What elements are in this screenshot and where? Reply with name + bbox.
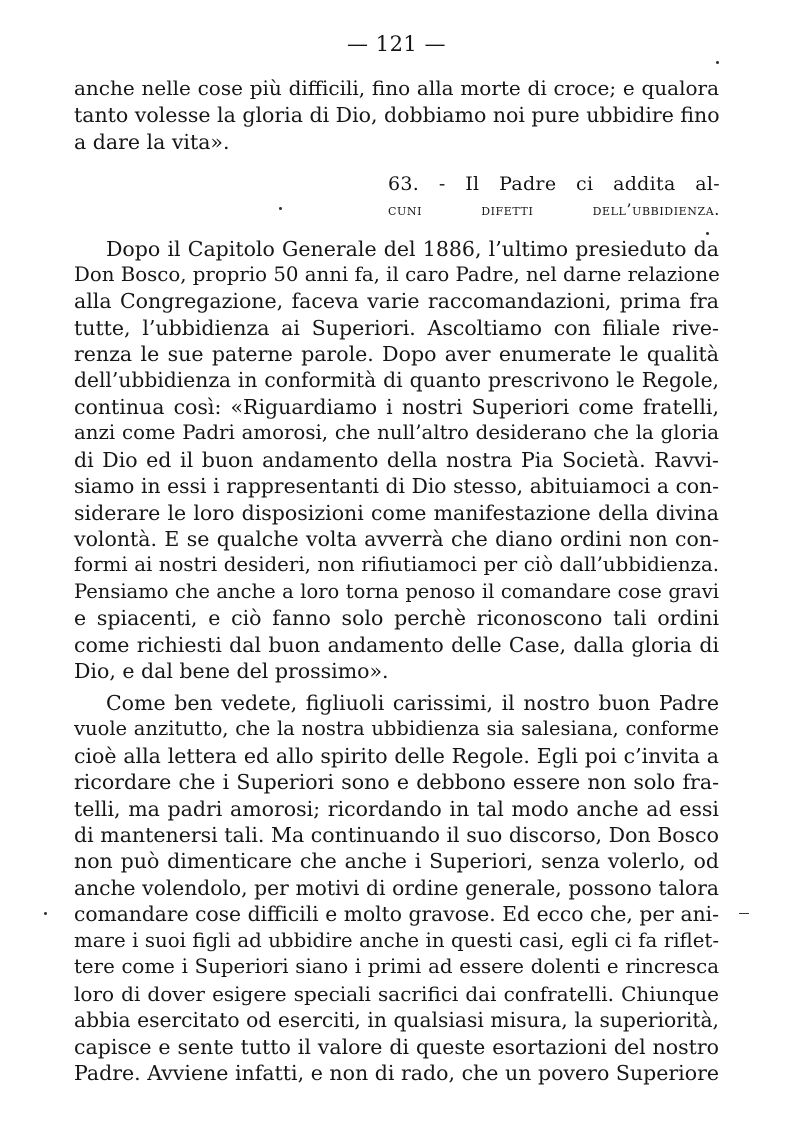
scan-speck — [44, 912, 47, 915]
body-line: dell’ubbidienza in conformità di quanto prescrivono le Regole, — [74, 368, 719, 392]
body-line: tanto volesse la gloria di Dio, dobbiamo noi pure ubbidire fino — [74, 103, 720, 127]
body-line: e spiacenti, e ciò fanno solo perchè riconoscono tali ordini — [74, 606, 719, 630]
body-line: non può dimenticare che anche i Superiori, senza volerlo, od — [74, 849, 719, 873]
body-line: renza le sue paterne parole. Dopo aver enumerate le qualità — [74, 342, 719, 366]
body-line: Padre. Avviene infatti, e non di rado, che un povero Superiore — [74, 1061, 719, 1085]
body-line: tutte, l’ubbidienza ai Superiori. Ascoltiamo con filiale rive- — [74, 316, 719, 340]
body-line: Dio, e dal bene del prossimo». — [74, 659, 389, 683]
body-line: mare i suoi figli ad ubbidire anche in questi casi, egli ci fa riflet- — [74, 929, 719, 952]
body-line: abbia esercitato od eserciti, in qualsiasi misura, la superiorità, — [74, 1008, 719, 1032]
body-line: di Dio ed il buon andamento della nostra Pia Società. Ravvi- — [74, 448, 719, 472]
body-line: cioè alla lettera ed allo spirito delle Regole. Egli poi c’invita a — [74, 744, 719, 768]
body-line: comandare cose difficili e molto gravose. Ed ecco che, per ani- — [74, 902, 719, 926]
section-heading-line-2: cuni difetti dell’ubbidienza. — [388, 200, 720, 219]
body-line: vuole anzitutto, che la nostra ubbidienza sia salesiana, conforme — [74, 717, 719, 740]
body-line: come richiesti dal buon andamento delle Case, dalla gloria di — [74, 633, 719, 657]
scan-speck — [716, 61, 719, 64]
body-line: siamo in essi i rappresentanti di Dio stesso, abituiamoci a con- — [74, 474, 719, 498]
section-heading-line-1: 63. - Il Padre ci addita al- — [388, 173, 720, 195]
body-line: anche nelle cose più difficili, fino alla morte di croce; e qualora — [74, 76, 719, 100]
body-line: continua così: «Riguardiamo i nostri Superiori come fratelli, — [74, 395, 719, 419]
body-line: anzi come Padri amorosi, che null’altro desiderano che la gloria — [74, 421, 719, 444]
body-line: Don Bosco, proprio 50 anni fa, il caro Padre, nel darne relazione — [74, 263, 720, 286]
body-line: volontà. E se qualche volta avverrà che diano ordini non con- — [74, 527, 719, 551]
body-line: siderare le loro disposizioni come manifestazione della divina — [74, 501, 719, 525]
body-line: ricordare che i Superiori sono e debbono essere non solo fra- — [74, 770, 719, 794]
body-line: di mantenersi tali. Ma continuando il suo discorso, Don Bosco — [74, 823, 719, 847]
body-line: formi ai nostri desideri, non rifiutiamoci per ciò dall’ubbidienza. — [74, 553, 719, 576]
body-line: telli, ma padri amorosi; ricordando in tal modo anche ad essi — [74, 797, 719, 821]
body-line: a dare la vita». — [74, 130, 230, 154]
body-line: Pensiamo che anche a loro torna penoso il comandare cose gravi — [74, 580, 719, 603]
body-line: anche volendolo, per motivi di ordine generale, possono talora — [74, 876, 719, 900]
page-number: — 121 — — [347, 32, 446, 56]
scan-speck — [739, 913, 749, 914]
body-line: loro di dover esigere speciali sacrifici dai confratelli. Chiunque — [74, 982, 719, 1006]
scan-speck — [279, 207, 282, 210]
body-line: alla Congregazione, faceva varie raccomandazioni, prima fra — [74, 289, 719, 313]
body-line: Come ben vedete, figliuoli carissimi, il nostro buon Padre — [106, 691, 719, 715]
body-line: capisce e sente tutto il valore di queste esortazioni del nostro — [74, 1035, 719, 1059]
body-line: Dopo il Capitolo Generale del 1886, l’ultimo presieduto da — [106, 237, 719, 261]
scan-speck — [706, 232, 709, 235]
body-line: tere come i Superiori siano i primi ad essere dolenti e rincresca — [74, 955, 719, 978]
